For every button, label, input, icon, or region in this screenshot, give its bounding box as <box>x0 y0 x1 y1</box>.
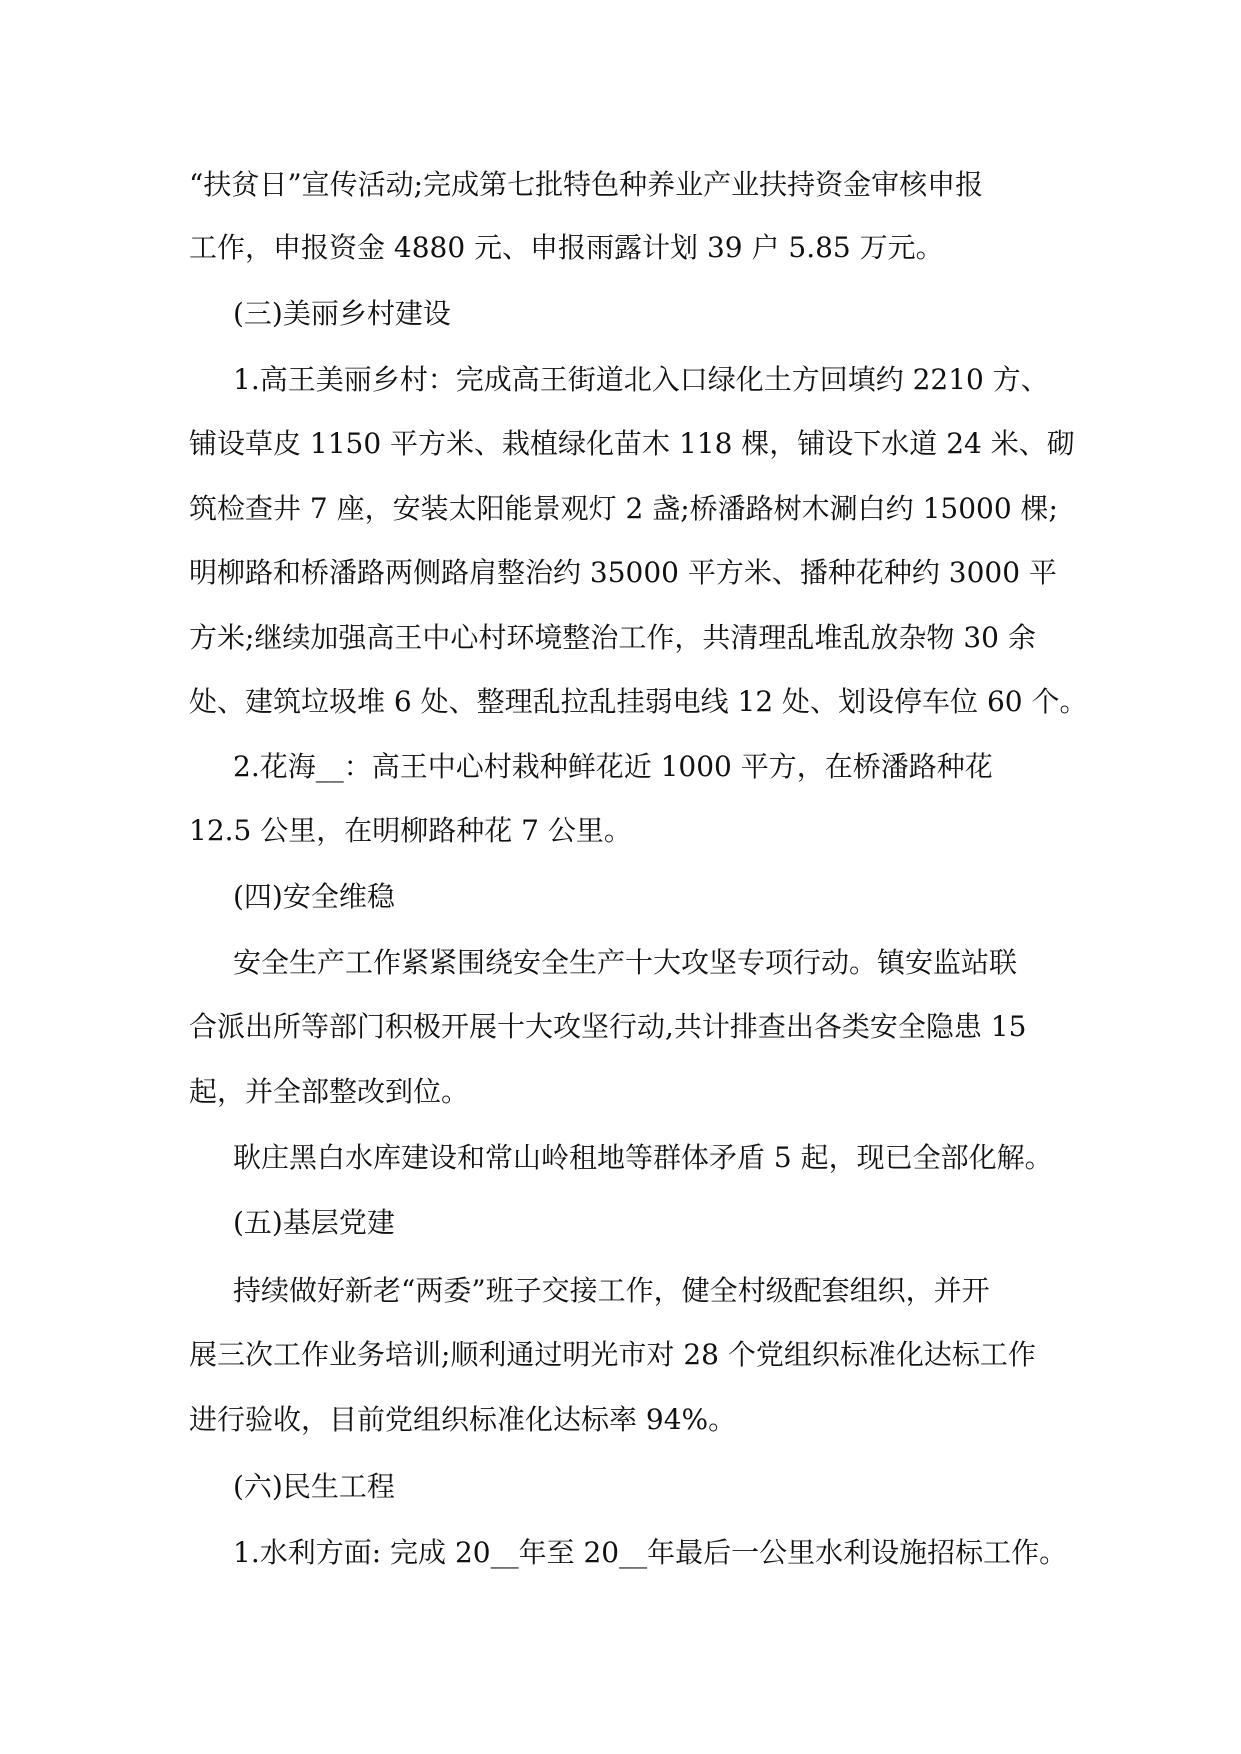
section-heading: (四)安全维稳 <box>233 880 395 913</box>
paragraph-line: 铺设草皮 1150 平方米、栽植绿化苗木 118 棵，铺设下水道 24 米、砌 <box>189 427 1075 460</box>
paragraph-line: 展三次工作业务培训;顺利通过明光市对 28 个党组织标准化达标工作 <box>189 1338 1036 1371</box>
paragraph-line: 安全生产工作紧紧围绕安全生产十大攻坚专项行动。镇安监站联 <box>233 946 1018 979</box>
paragraph-line: 起，并全部整改到位。 <box>189 1075 470 1108</box>
paragraph-line: 1.高王美丽乡村：完成高王街道北入口绿化土方回填约 2210 方、 <box>233 363 1049 396</box>
paragraph-line: 明柳路和桥潘路两侧路肩整治约 35000 平方米、播种花种约 3000 平 <box>189 556 1057 589</box>
paragraph-line: 1.水利方面: 完成 20__年至 20__年最后一公里水利设施招标工作。 <box>233 1536 1068 1569</box>
paragraph-line: “扶贫日”宣传活动;完成第七批特色种养业产业扶持资金审核申报 <box>189 168 984 201</box>
section-heading: (三)美丽乡村建设 <box>233 297 451 330</box>
paragraph-line: 进行验收，目前党组织标准化达标率 94%。 <box>189 1403 737 1436</box>
paragraph-line: 合派出所等部门积极开展十大攻坚行动,共计排查出各类安全隐患 15 <box>189 1010 1027 1043</box>
section-heading: (五)基层党建 <box>233 1206 395 1239</box>
paragraph-line: 筑检查井 7 座，安装太阳能景观灯 2 盏;桥潘路树木涮白约 15000 棵; <box>189 492 1058 525</box>
section-heading: (六)民生工程 <box>233 1470 395 1503</box>
paragraph-line: 耿庄黑白水库建设和常山岭租地等群体矛盾 5 起，现已全部化解。 <box>233 1141 1053 1174</box>
paragraph-line: 2.花海__：高王中心村栽种鲜花近 1000 平方，在桥潘路种花 <box>233 750 993 783</box>
paragraph-line: 12.5 公里，在明柳路种花 7 公里。 <box>189 814 632 847</box>
paragraph-line: 方米;继续加强高王中心村环境整治工作，共清理乱堆乱放杂物 30 余 <box>189 621 1036 654</box>
paragraph-line: 工作，申报资金 4880 元、申报雨露计划 39 户 5.85 万元。 <box>189 231 944 264</box>
paragraph-line: 持续做好新老“两委”班子交接工作，健全村级配套组织，并开 <box>233 1274 990 1307</box>
paragraph-line: 处、建筑垃圾堆 6 处、整理乱拉乱挂弱电线 12 处、划设停车位 60 个。 <box>189 685 1088 718</box>
